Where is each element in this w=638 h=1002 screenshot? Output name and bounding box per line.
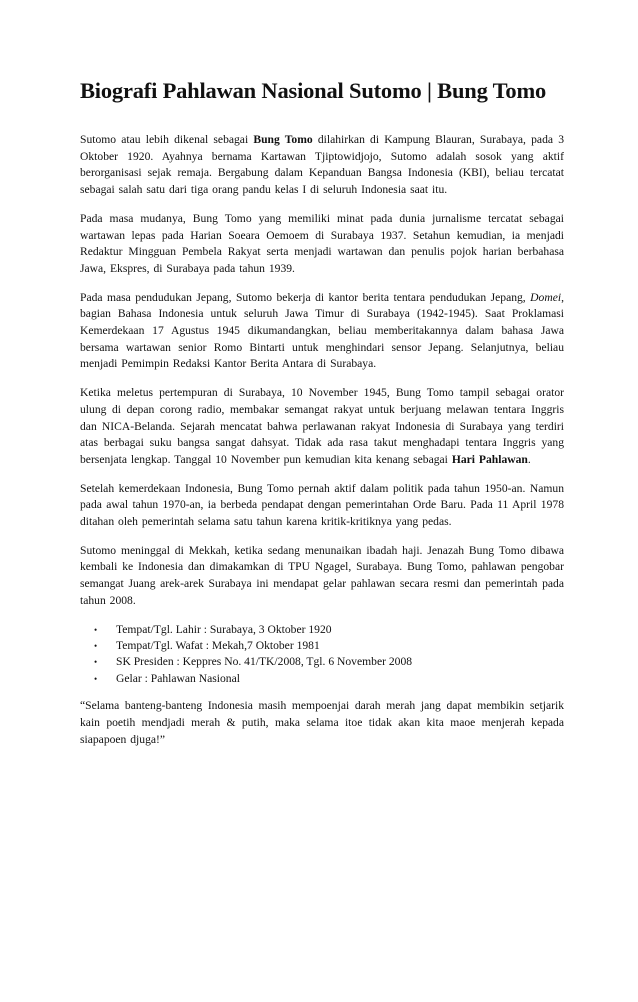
list-item-text: Tempat/Tgl. Lahir : Surabaya, 3 Oktober 1920: [116, 622, 332, 636]
paragraph-politics: Setelah kemerdekaan Indonesia, Bung Tomo pernah aktif dalam politik pada tahun 1950-an. Namun pada awal tahun 1970-an, ia berbeda pendapat dengan pemerintahan Orde Baru. Pada 11 April 1978 ditahan oleh pemerintah selama satu tahun karena kritik-kritiknya yang pedas.: [80, 481, 564, 529]
paragraph-death: Sutomo meninggal di Mekkah, ketika sedang menunaikan ibadah haji. Jenazah Bung Tomo dibawa kembali ke Indonesia dan dimakamkan di TPU Ngagel, Surabaya. Bung Tomo, pahlawan pengobar semangat Juang arek-arek Surabaya ini mendapat gelar pahlawan secara resmi dan pemerintah pada tahun 2008.: [80, 543, 564, 607]
paragraph-battle-surabaya: [80, 385, 564, 469]
list-item: [94, 622, 564, 638]
list-item-text: SK Presiden : Keppres No. 41/TK/2008, Tgl. 6 November 2008: [116, 655, 413, 669]
facts-list: [80, 622, 564, 688]
bullet-icon: •: [94, 673, 98, 684]
list-item: [94, 671, 564, 687]
paragraph-early-life: [80, 132, 564, 199]
italic-agency: Domei: [530, 290, 562, 304]
page-title: Biografi Pahlawan Nasional Sutomo | Bung Tomo: [80, 78, 547, 103]
list-item: [94, 638, 564, 654]
paragraph-text: .: [527, 452, 531, 466]
list-item-text: Gelar : Pahlawan Nasional: [116, 671, 240, 685]
quote-paragraph: “Selama banteng-banteng Indonesia masih mempoenjai darah merah jang dapat membikin setjarik kain poetih mendjadi merah & putih, maka selama itoe tidak akan kita maoe menjerah kepada siapapoen djuga!”: [80, 699, 564, 746]
paragraph-journalism: Pada masa mudanya, Bung Tomo yang memiliki minat pada dunia jurnalisme tercatat sebagai wartawan lepas pada Harian Soeara Oemoem di Surabaya 1937. Setahun kemudian, ia menjadi Redaktur Mingguan Pembela Rakyat serta menjadi wartawan dan penulis pojok harian berbahasa Jawa, Ekspres, di Surabaya pada tahun 1939.: [80, 211, 564, 275]
bold-heroes-day: Hari Pahlawan: [451, 452, 528, 466]
document-page: [80, 76, 564, 760]
paragraph-text: , bagian Bahasa Indonesia untuk seluruh Jawa Timur di Surabaya (1942-1945). Saat Proklamasi Kemerdekaan 17 Agustus 1945 dikumandangkan, beliau memberitakannya dalam bahasa Jawa bersama wartawan senior Romo Bintarti untuk menghindari sensor Jepang. Selanjutnya, beliau menjadi Pemimpin Redaksi Kantor Berita Antara di Surabaya.: [80, 290, 564, 371]
paragraph-text: Sutomo atau lebih dikenal sebagai: [80, 133, 254, 146]
paragraph-japanese-occupation: [80, 290, 564, 374]
paragraph-text: dilahirkan di Kampung Blauran, Surabaya, pada 3 Oktober 1920. Ayahnya bernama Kartawan Tjiptowidjojo, Sutomo adalah sosok yang aktif berorganisasi sejak remaja. Bergabung dalam Kepanduan Bangsa Indonesia (KBI), beliau tercatat sebagai salah satu dari tiga orang pandu kelas I di seluruh Indonesia saat itu.: [80, 133, 564, 197]
bullet-icon: •: [94, 640, 98, 651]
bullet-icon: •: [94, 657, 98, 668]
paragraph-text: Pada masa pendudukan Jepang, Sutomo bekerja di kantor berita tentara pendudukan Jepang,: [80, 290, 531, 304]
bullet-icon: •: [94, 624, 98, 635]
paragraph-text: Ketika meletus pertempuran di Surabaya, 10 November 1945, Bung Tomo tampil sebagai orator ulung di depan corong radio, membakar semangat rakyat untuk berjuang melawan tentara Inggris dan NICA-Belanda. Sejarah mencatat bahwa perlawanan rakyat Indonesia di Surabaya yang terdiri atas berbagai suku bangsa sangat dahsyat. Tidak ada rasa takut menghadapi tentara Inggris yang bersenjata lengkap. Tanggal 10 November pun kemudian kita kenang sebagai: [80, 386, 564, 466]
list-item: [94, 654, 564, 670]
bold-name: Bung Tomo: [253, 133, 313, 146]
list-item-text: Tempat/Tgl. Wafat : Mekah,7 Oktober 1981: [116, 638, 320, 652]
